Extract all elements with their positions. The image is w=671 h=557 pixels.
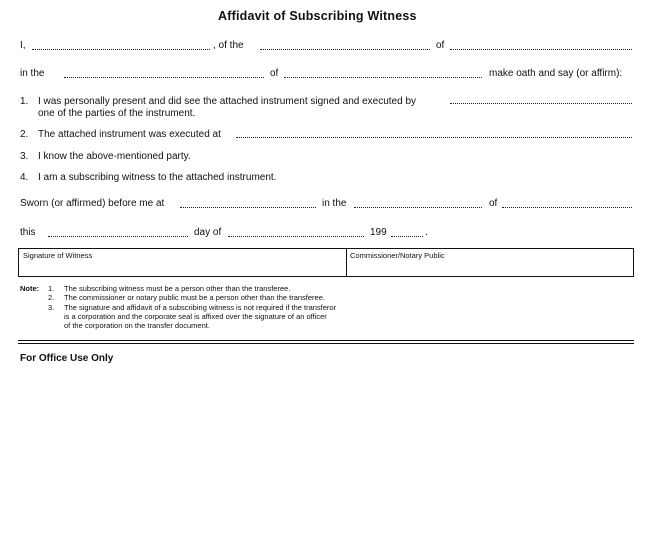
line2-of-field[interactable] bbox=[284, 77, 482, 78]
office-divider-bottom bbox=[18, 343, 634, 344]
year-period: . bbox=[425, 227, 428, 238]
party-field[interactable] bbox=[450, 103, 632, 104]
witness-signature-label: Signature of Witness bbox=[23, 251, 93, 260]
line2-in-the-field[interactable] bbox=[64, 77, 264, 78]
this-label: this bbox=[20, 227, 36, 238]
day-of-label: day of bbox=[194, 227, 222, 238]
office-use-label: For Office Use Only bbox=[20, 353, 114, 364]
item-4-num: 4. bbox=[20, 172, 29, 183]
note-3-line-1: The signature and affidavit of a subscribing witness is not required if the transferor bbox=[64, 303, 337, 312]
item-2-num: 2. bbox=[20, 129, 29, 140]
executed-at-field[interactable] bbox=[236, 137, 632, 138]
sworn-of: of bbox=[489, 198, 498, 209]
item-4-text: I am a subscribing witness to the attached instrument. bbox=[38, 172, 277, 183]
note-2-line-1: The commissioner or notary public must be a person other than the transferee. bbox=[64, 293, 325, 302]
sworn-in-the-field[interactable] bbox=[354, 207, 482, 208]
item-1-continuation: one of the parties of the instrument. bbox=[38, 108, 196, 119]
day-field[interactable] bbox=[48, 236, 188, 237]
line1-of-the: , of the bbox=[213, 40, 244, 51]
line1-of-field[interactable] bbox=[450, 49, 632, 50]
line1-of: of bbox=[436, 40, 445, 51]
note-2-num: 2. bbox=[48, 293, 55, 302]
sworn-at-field[interactable] bbox=[180, 207, 316, 208]
locality-field[interactable] bbox=[260, 49, 430, 50]
note-3-line-3: of the corporation on the transfer document. bbox=[64, 321, 210, 330]
item-3-num: 3. bbox=[20, 151, 29, 162]
year-prefix: 199 bbox=[370, 227, 387, 238]
note-3-line-2: is a corporation and the corporate seal is affixed over the signature of an officer bbox=[64, 312, 327, 321]
signature-box-divider bbox=[346, 249, 347, 276]
item-1-text: I was personally present and did see the attached instrument signed and executed by bbox=[38, 96, 417, 107]
month-field[interactable] bbox=[228, 236, 364, 237]
item-2-text: The attached instrument was executed at bbox=[38, 129, 221, 140]
line2-in-the: in the bbox=[20, 68, 45, 79]
item-1-num: 1. bbox=[20, 96, 29, 107]
notes-label: Note: bbox=[20, 284, 40, 293]
name-field[interactable] bbox=[32, 49, 210, 50]
sworn-of-field[interactable] bbox=[502, 207, 632, 208]
office-divider-top bbox=[18, 340, 634, 341]
note-1-line-1: The subscribing witness must be a person other than the transferee. bbox=[64, 284, 291, 293]
note-3-num: 3. bbox=[48, 303, 55, 312]
item-3-text: I know the above-mentioned party. bbox=[38, 151, 191, 162]
sworn-in-the: in the bbox=[322, 198, 347, 209]
line2-suffix: make oath and say (or affirm): bbox=[489, 68, 623, 79]
line1-prefix: I, bbox=[20, 40, 26, 51]
sworn-prefix: Sworn (or affirmed) before me at bbox=[20, 198, 165, 209]
year-field[interactable] bbox=[391, 236, 423, 237]
form-title: Affidavit of Subscribing Witness bbox=[218, 9, 417, 23]
note-1-num: 1. bbox=[48, 284, 55, 293]
commissioner-label: Commissioner/Notary Public bbox=[350, 251, 445, 260]
line2-of: of bbox=[270, 68, 279, 79]
signature-box bbox=[18, 248, 634, 277]
